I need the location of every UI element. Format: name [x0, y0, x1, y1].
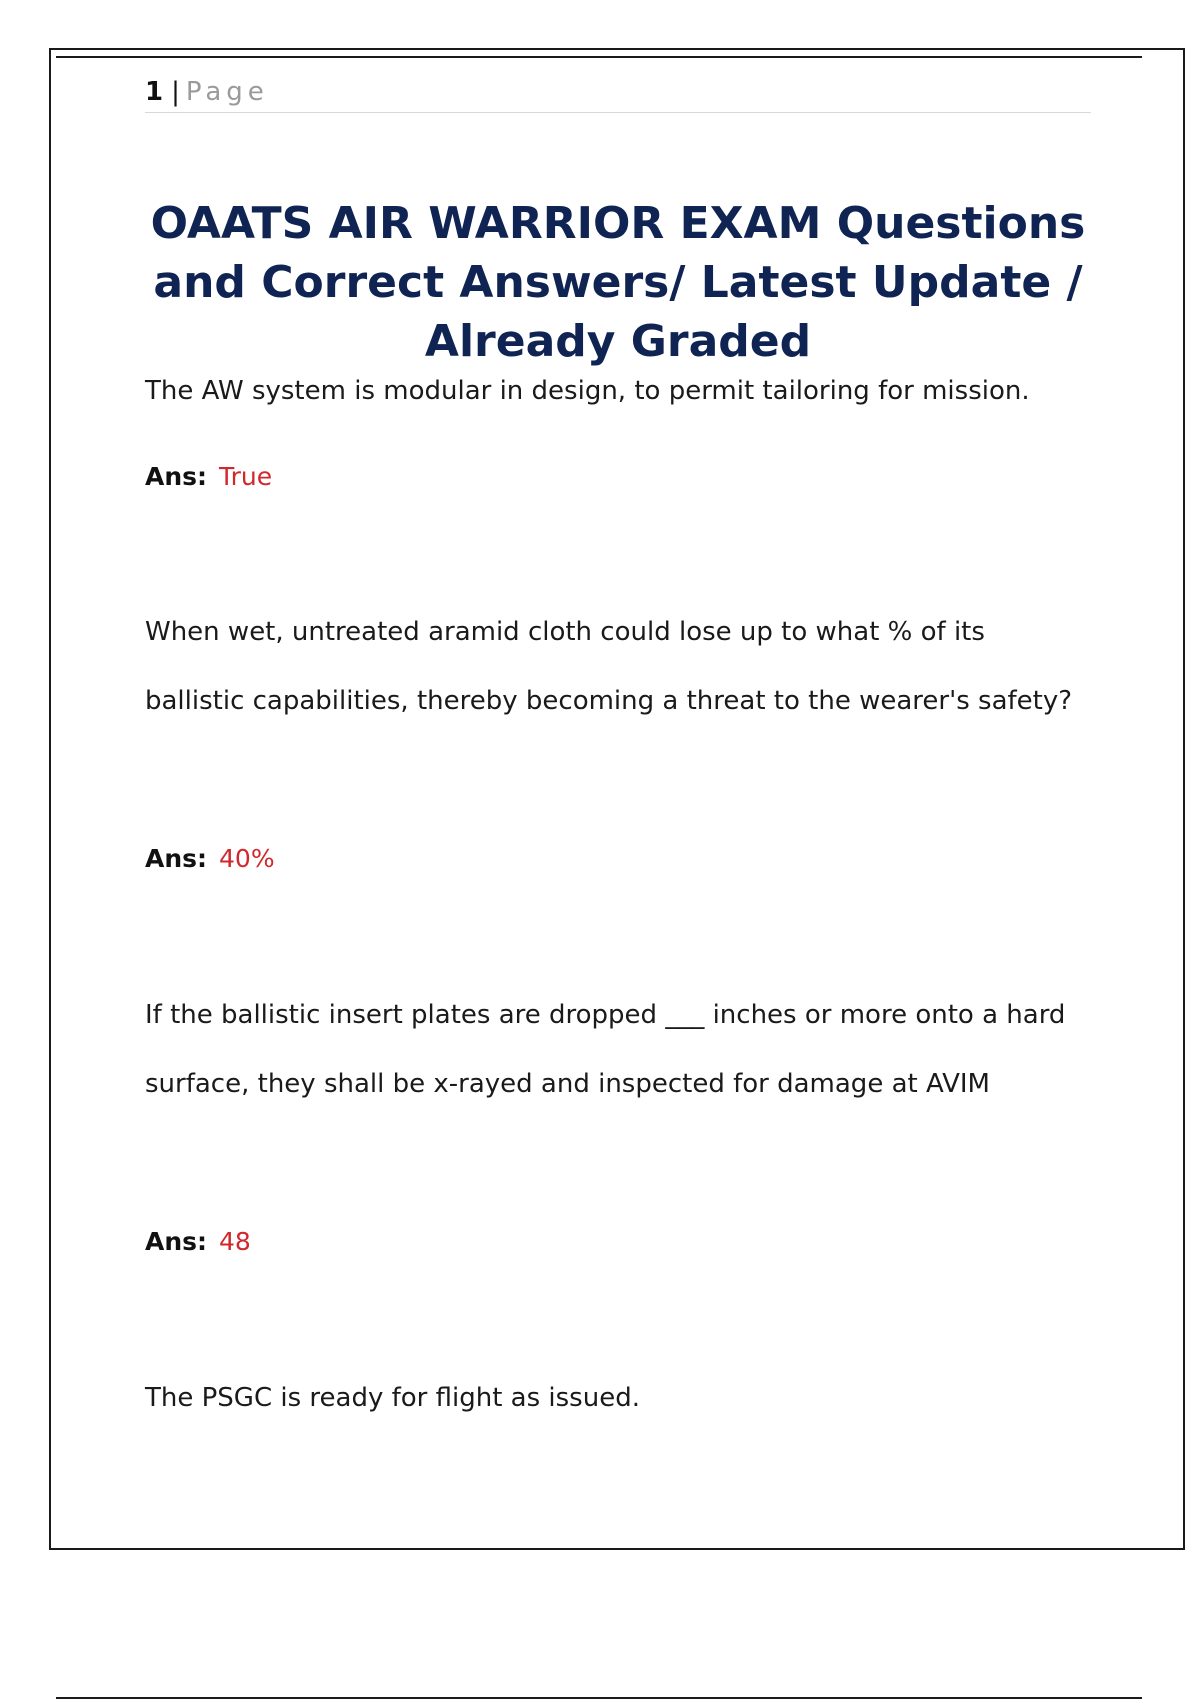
answer-value: 40% — [219, 844, 275, 873]
page-separator: | — [171, 77, 180, 107]
page-word: Page — [185, 77, 269, 107]
answer-2 — [145, 841, 275, 877]
document-title: OAATS AIR WARRIOR EXAM Questions and Correct Answers/ Latest Update / Already Graded — [150, 198, 1086, 367]
question-3: If the ballistic insert plates are dropped ___ inches or more onto a hard surface, they shall be x-rayed and inspected for damage at AVIM — [145, 1000, 1066, 1099]
page-number: 1 — [145, 77, 164, 107]
question-1: The AW system is modular in design, to permit tailoring for mission. — [145, 376, 1030, 406]
answer-value: True — [219, 462, 273, 491]
top-rule — [56, 56, 1142, 58]
answer-label: Ans: — [145, 844, 208, 873]
answer-label: Ans: — [145, 1227, 208, 1256]
page-header — [145, 74, 1091, 113]
answer-1 — [145, 459, 272, 495]
question-2: When wet, untreated aramid cloth could lose up to what % of its ballistic capabilities, thereby becoming a threat to the wearer's safety? — [145, 617, 1073, 716]
bottom-rule — [56, 1697, 1142, 1699]
answer-label: Ans: — [145, 462, 208, 491]
question-4: The PSGC is ready for flight as issued. — [145, 1383, 640, 1413]
answer-value: 48 — [219, 1227, 251, 1256]
answer-3 — [145, 1224, 251, 1260]
